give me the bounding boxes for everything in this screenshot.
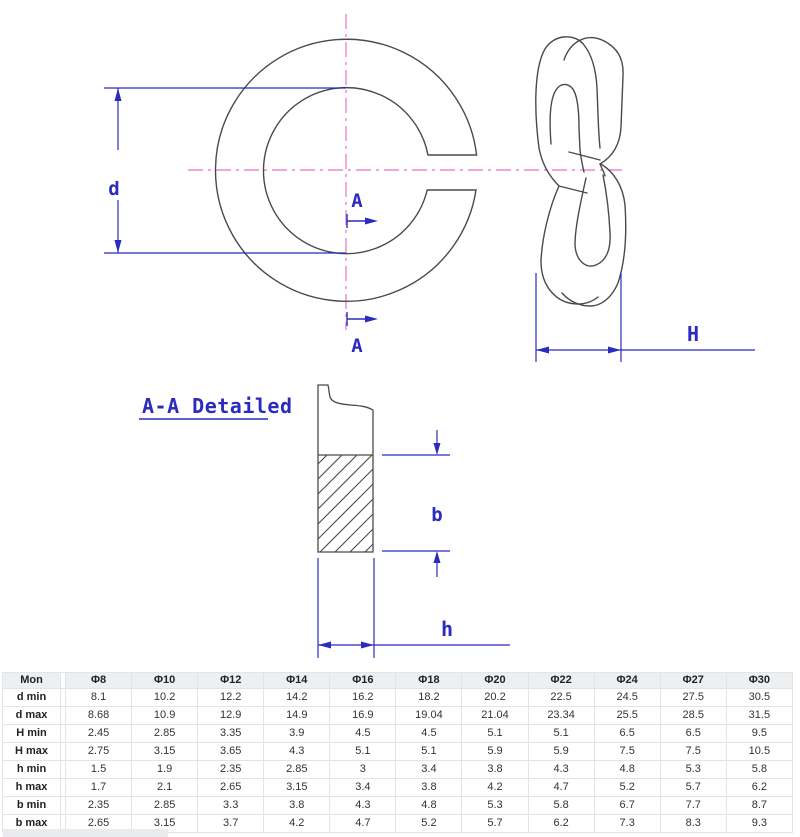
column-header-mon: Mon [3, 673, 61, 689]
value-cell: 6.2 [726, 779, 792, 797]
value-cell: 18.2 [396, 689, 462, 707]
value-cell: 2.45 [66, 725, 132, 743]
value-cell: 1.9 [132, 761, 198, 779]
value-cell: 2.85 [264, 761, 330, 779]
value-cell: 6.2 [528, 815, 594, 833]
value-cell: 8.1 [66, 689, 132, 707]
column-header: Φ22 [528, 673, 594, 689]
value-cell: 2.75 [66, 743, 132, 761]
b-arrow-up [434, 551, 441, 563]
value-cell: 6.7 [594, 797, 660, 815]
value-cell: 5.3 [462, 797, 528, 815]
value-cell: 1.5 [66, 761, 132, 779]
centerlines [188, 14, 622, 330]
value-cell: 3.15 [264, 779, 330, 797]
value-cell: 4.8 [594, 761, 660, 779]
value-cell: 14.9 [264, 707, 330, 725]
value-cell: 5.2 [594, 779, 660, 797]
column-header: Φ8 [66, 673, 132, 689]
column-header: Φ20 [462, 673, 528, 689]
value-cell: 4.8 [396, 797, 462, 815]
lower-loop-right [562, 164, 626, 306]
lower-loop-outer [541, 186, 598, 304]
value-cell: 5.8 [726, 761, 792, 779]
row-label: b min [3, 797, 61, 815]
value-cell: 5.1 [462, 725, 528, 743]
row-label: H max [3, 743, 61, 761]
column-header: Φ14 [264, 673, 330, 689]
section-arrows [347, 214, 378, 326]
b-arrow-down [434, 443, 441, 455]
row-label: h max [3, 779, 61, 797]
column-header: Φ30 [726, 673, 792, 689]
value-cell: 2.35 [66, 797, 132, 815]
upper-loop-right [564, 38, 623, 164]
side-view-drawing [536, 37, 626, 306]
value-cell: 19.04 [396, 707, 462, 725]
value-cell: 7.3 [594, 815, 660, 833]
upper-inner-hole [550, 84, 580, 150]
h-dimension-label: h [440, 617, 454, 641]
value-cell: 4.3 [264, 743, 330, 761]
upper-end-face [569, 152, 600, 160]
table-row [3, 725, 793, 743]
value-cell: 4.7 [330, 815, 396, 833]
value-cell: 1.7 [66, 779, 132, 797]
value-cell: 3.15 [132, 815, 198, 833]
value-cell: 6.5 [594, 725, 660, 743]
value-cell: 4.7 [528, 779, 594, 797]
value-cell: 14.2 [264, 689, 330, 707]
d-arrow-up [115, 88, 122, 101]
H-arrow-right [608, 347, 621, 354]
table-row [3, 689, 793, 707]
table-row [3, 707, 793, 725]
hatch-lines [230, 455, 462, 552]
waist-connector-inner [580, 150, 584, 172]
column-header: Φ10 [132, 673, 198, 689]
value-cell: 16.2 [330, 689, 396, 707]
H-dimension-label: H [686, 322, 700, 346]
d-dimension-label: d [108, 178, 120, 200]
value-cell: 5.9 [528, 743, 594, 761]
value-cell: 5.1 [396, 743, 462, 761]
value-cell: 10.5 [726, 743, 792, 761]
spec-table [2, 672, 793, 833]
value-cell: 3 [330, 761, 396, 779]
row-label: b max [3, 815, 61, 833]
value-cell: 4.3 [330, 797, 396, 815]
value-cell: 5.1 [528, 725, 594, 743]
dimension-H [536, 273, 755, 362]
value-cell: 30.5 [726, 689, 792, 707]
value-cell: 4.3 [528, 761, 594, 779]
value-cell: 4.2 [462, 779, 528, 797]
value-cell: 5.1 [330, 743, 396, 761]
value-cell: 24.5 [594, 689, 660, 707]
detail-title: A-A Detailed [142, 394, 293, 418]
h-arrow-left [318, 642, 331, 649]
value-cell: 2.85 [132, 725, 198, 743]
column-header: Φ24 [594, 673, 660, 689]
value-cell: 5.2 [396, 815, 462, 833]
value-cell: 8.7 [726, 797, 792, 815]
value-cell: 28.5 [660, 707, 726, 725]
value-cell: 8.3 [660, 815, 726, 833]
value-cell: 12.9 [198, 707, 264, 725]
column-header: Φ16 [330, 673, 396, 689]
value-cell: 12.2 [198, 689, 264, 707]
value-cell: 2.65 [198, 779, 264, 797]
section-arrow-bottom [365, 316, 378, 323]
spec-table-container [2, 672, 793, 833]
value-cell: 10.9 [132, 707, 198, 725]
value-cell: 2.35 [198, 761, 264, 779]
table-row [3, 797, 793, 815]
value-cell: 3.8 [396, 779, 462, 797]
H-arrow-left [536, 347, 549, 354]
dimension-h [318, 558, 510, 658]
table-row [3, 779, 793, 797]
value-cell: 3.4 [330, 779, 396, 797]
value-cell: 9.3 [726, 815, 792, 833]
value-cell: 25.5 [594, 707, 660, 725]
d-arrow-down [115, 240, 122, 253]
b-dimension-label: b [431, 504, 443, 526]
value-cell: 6.5 [660, 725, 726, 743]
h-arrow-right [361, 642, 374, 649]
value-cell: 8.68 [66, 707, 132, 725]
spec-table-body [3, 689, 793, 833]
value-cell: 4.5 [330, 725, 396, 743]
value-cell: 27.5 [660, 689, 726, 707]
value-cell: 5.9 [462, 743, 528, 761]
value-cell: 23.34 [528, 707, 594, 725]
value-cell: 3.9 [264, 725, 330, 743]
value-cell: 16.9 [330, 707, 396, 725]
row-label: d min [3, 689, 61, 707]
value-cell: 3.3 [198, 797, 264, 815]
value-cell: 5.7 [462, 815, 528, 833]
section-label-bottom: A [351, 335, 363, 357]
value-cell: 3.65 [198, 743, 264, 761]
value-cell: 7.5 [594, 743, 660, 761]
value-cell: 9.5 [726, 725, 792, 743]
spec-table-head [3, 673, 793, 689]
value-cell: 5.8 [528, 797, 594, 815]
value-cell: 2.65 [66, 815, 132, 833]
table-row [3, 761, 793, 779]
column-header: Φ18 [396, 673, 462, 689]
value-cell: 3.7 [198, 815, 264, 833]
value-cell: 22.5 [528, 689, 594, 707]
table-row [3, 743, 793, 761]
value-cell: 5.3 [660, 761, 726, 779]
value-cell: 10.2 [132, 689, 198, 707]
row-label: d max [3, 707, 61, 725]
value-cell: 20.2 [462, 689, 528, 707]
column-header: Φ12 [198, 673, 264, 689]
value-cell: 7.5 [660, 743, 726, 761]
row-label: h min [3, 761, 61, 779]
value-cell: 3.8 [462, 761, 528, 779]
value-cell: 2.1 [132, 779, 198, 797]
lower-inner-hole [575, 175, 610, 266]
row-label: H min [3, 725, 61, 743]
column-header: Φ27 [660, 673, 726, 689]
value-cell: 7.7 [660, 797, 726, 815]
upper-loop-outer [536, 37, 600, 186]
table-bottom-stub [3, 829, 168, 837]
spec-table-header-row [3, 673, 793, 689]
value-cell: 3.15 [132, 743, 198, 761]
value-cell: 5.7 [660, 779, 726, 797]
value-cell: 2.85 [132, 797, 198, 815]
section-arrow-mid [365, 218, 378, 225]
value-cell: 4.5 [396, 725, 462, 743]
value-cell: 21.04 [462, 707, 528, 725]
section-label-mid: A [351, 190, 363, 212]
value-cell: 31.5 [726, 707, 792, 725]
value-cell: 3.4 [396, 761, 462, 779]
value-cell: 4.2 [264, 815, 330, 833]
value-cell: 3.35 [198, 725, 264, 743]
value-cell: 3.8 [264, 797, 330, 815]
